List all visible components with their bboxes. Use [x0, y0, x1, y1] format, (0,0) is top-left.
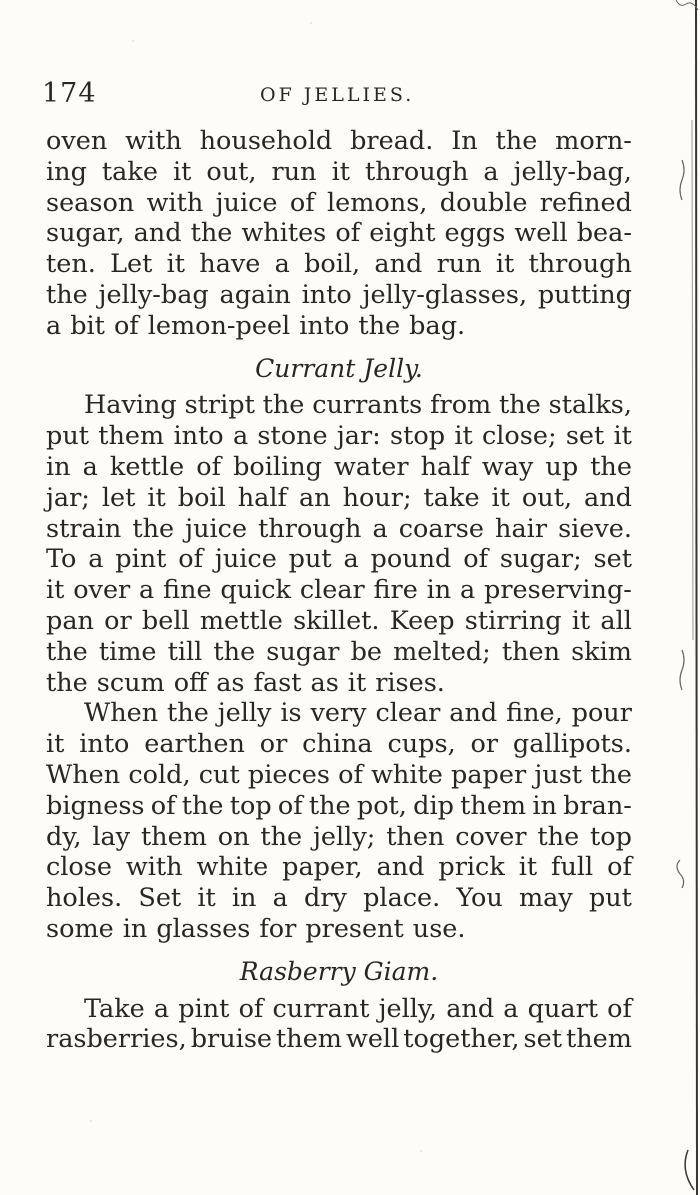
- page-number: 174: [42, 78, 97, 109]
- text-line: When the jelly is very clear and fine, pour: [84, 698, 632, 729]
- binding-edge: [652, 0, 700, 1195]
- text-line: strain the juice through a coarse hair sieve.: [46, 513, 632, 544]
- text-line: in a kettle of boiling water half way up the: [46, 451, 632, 482]
- text-line: holes. Set it in a dry place. You may put: [46, 883, 632, 914]
- page-header: [42, 78, 632, 114]
- rasberry-giam-paragraph-1: [46, 994, 632, 1056]
- text-line: To a pint of juice put a pound of sugar; set: [46, 544, 632, 575]
- text-line: it into earthen or china cups, or gallipots.: [46, 729, 632, 760]
- text-line: jar; let it boil half an hour; take it out, and: [46, 482, 632, 513]
- text-line: sugar, and the whites of eight eggs well bea-: [46, 218, 632, 249]
- text-line: some in glasses for present use.: [46, 913, 466, 944]
- text-line: it over a fine quick clear fire in a preserving-: [46, 575, 632, 606]
- text-line: a bit of lemon-peel into the bag.: [46, 310, 466, 341]
- recipe-title-currant-jelly: Currant Jelly.: [255, 353, 423, 383]
- text-line: ing take it out, run it through a jelly-bag,: [46, 156, 632, 187]
- text-line: oven with household bread. In the morn-: [46, 126, 632, 156]
- currant-jelly-paragraph-1: [46, 390, 632, 698]
- text-line: ten. Let it have a boil, and run it through: [46, 249, 632, 280]
- text-line: dy, lay them on the jelly; then cover the top: [46, 821, 632, 852]
- paper-speckle: [310, 22, 312, 24]
- text-line: the scum off as fast as it rises.: [46, 667, 445, 698]
- text-line: rasberries, bruise them well together, set them: [46, 1024, 632, 1055]
- text-line: Take a pint of currant jelly, and a quart of: [84, 993, 632, 1024]
- text-line: When cold, cut pieces of white paper just the: [46, 759, 632, 790]
- text-line: Having stript the currants from the stalks,: [84, 390, 632, 421]
- text-line: the jelly-bag again into jelly-glasses, putting: [46, 279, 632, 310]
- paper-speckle: [132, 40, 134, 42]
- paper-speckle: [90, 1120, 92, 1122]
- text-line: put them into a stone jar: stop it close; set it: [46, 421, 632, 452]
- continuation-paragraph: [46, 126, 632, 342]
- text-line: close with white paper, and prick it full of: [46, 852, 632, 883]
- running-head: OF JELLIES.: [260, 84, 415, 106]
- currant-jelly-paragraph-2: [46, 698, 632, 944]
- recipe-title-rasberry-giam: Rasberry Giam.: [239, 956, 439, 986]
- body-text: [46, 126, 632, 1055]
- text-line: pan or bell mettle skillet. Keep stirring it all: [46, 605, 632, 636]
- text-line: season with juice of lemons, double refined: [46, 187, 632, 218]
- text-line: the time till the sugar be melted; then skim: [46, 636, 632, 667]
- paper-speckle: [420, 1150, 422, 1152]
- text-line: bigness of the top of the pot, dip them in bran-: [46, 790, 632, 821]
